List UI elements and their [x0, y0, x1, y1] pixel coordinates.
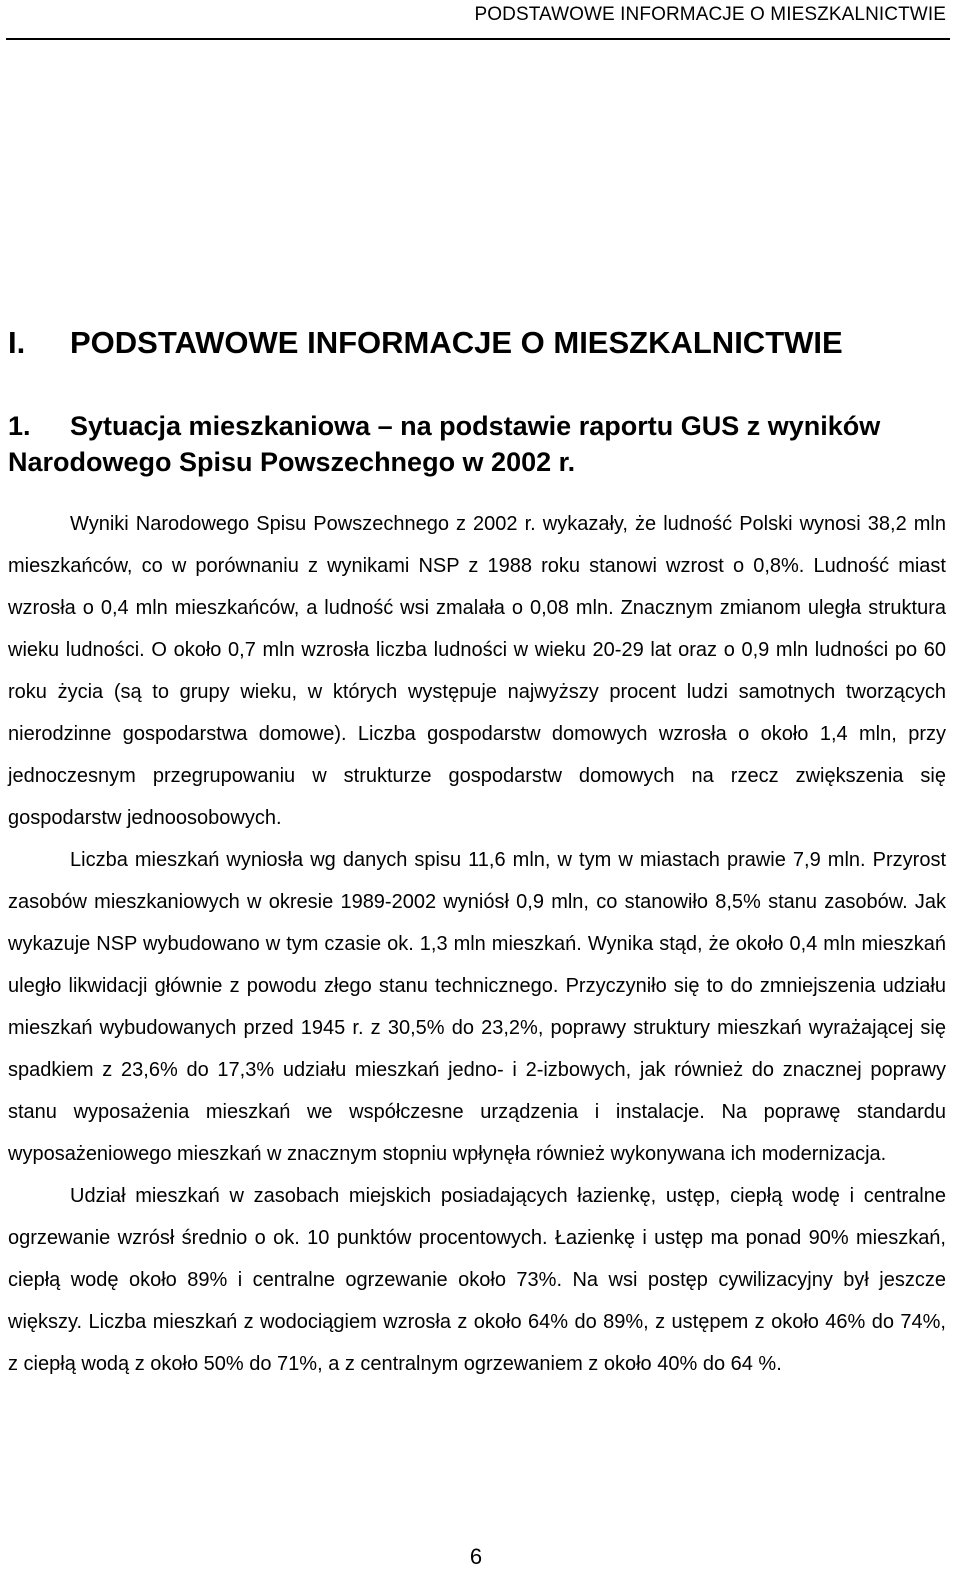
section-title: Sytuacja mieszkaniowa – na podstawie raportu GUS z wyników Narodowego Spisu Powszechnego w 2002 r. — [8, 411, 881, 477]
chapter-title: PODSTAWOWE INFORMACJE O MIESZKALNICTWIE — [70, 325, 843, 360]
header-rule — [6, 38, 950, 40]
chapter-number: I. — [8, 325, 26, 360]
running-header: PODSTAWOWE INFORMACJE O MIESZKALNICTWIE — [474, 4, 946, 25]
section-number: 1. — [8, 411, 31, 441]
chapter-heading — [8, 325, 952, 361]
paragraph: Udział mieszkań w zasobach miejskich posiadających łazienkę, ustęp, ciepłą wodę i centralne ogrzewanie wzrósł średnio o ok. 10 punktów procentowych. Łazienkę i ustęp ma ponad 90% mieszkań, ciepłą wodę około 89% i centralne ogrzewanie około 73%. Na wsi postęp cywilizacyjny był jeszcze większy. Liczba mieszkań z wodociągiem wzrosła z około 64% do 89%, z ustępem z około 46% do 74%, z ciepłą wodą z około 50% do 71%, a z centralnym ogrzewaniem z około 40% do 64 %. — [8, 1185, 946, 1375]
page-number: 6 — [469, 1544, 483, 1569]
body-text — [8, 503, 946, 1385]
paragraph: Wyniki Narodowego Spisu Powszechnego z 2002 r. wykazały, że ludność Polski wynosi 38,2 mln mieszkańców, co w porównaniu z wynikami NSP z 1988 roku stanowi wzrost o 0,8%. Ludność miast wzrosła o 0,4 mln mieszkańców, a ludność wsi zmalała o 0,08 mln. Znacznym zmianom uległa struktura wieku ludności. O około 0,7 mln wzrosła liczba ludności w wieku 20-29 lat oraz o 0,9 mln ludności po 60 roku życia (są to grupy wieku, w których występuje najwyższy procent ludzi samotnych tworzących nierodzinne gospodarstwa domowe). Liczba gospodarstw domowych wzrosła o około 1,4 mln, przy jednoczesnym przegrupowaniu w strukturze gospodarstw domowych na rzecz zwiększenia się gospodarstw jednoosobowych. — [8, 513, 946, 829]
section-heading — [8, 408, 948, 480]
paragraph: Liczba mieszkań wyniosła wg danych spisu 11,6 mln, w tym w miastach prawie 7,9 mln. Przyrost zasobów mieszkaniowych w okresie 1989-2002 wyniósł 0,9 mln, co stanowiło 8,5% stanu zasobów. Jak wykazuje NSP wybudowano w tym czasie ok. 1,3 mln mieszkań. Wynika stąd, że około 0,4 mln mieszkań uległo likwidacji głównie z powodu złego stanu technicznego. Przyczyniło się to do zmniejszenia udziału mieszkań wybudowanych przed 1945 r. z 30,5% do 23,2%, poprawy struktury mieszkań wyrażającej się spadkiem z 23,6% do 17,3% udziału mieszkań jedno- i 2-izbowych, jak również do znacznej poprawy stanu wyposażenia mieszkań we współczesne urządzenia i instalacje. Na poprawę standardu wyposażeniowego mieszkań w znacznym stopniu wpłynęła również wykonywana ich modernizacja. — [8, 849, 946, 1165]
